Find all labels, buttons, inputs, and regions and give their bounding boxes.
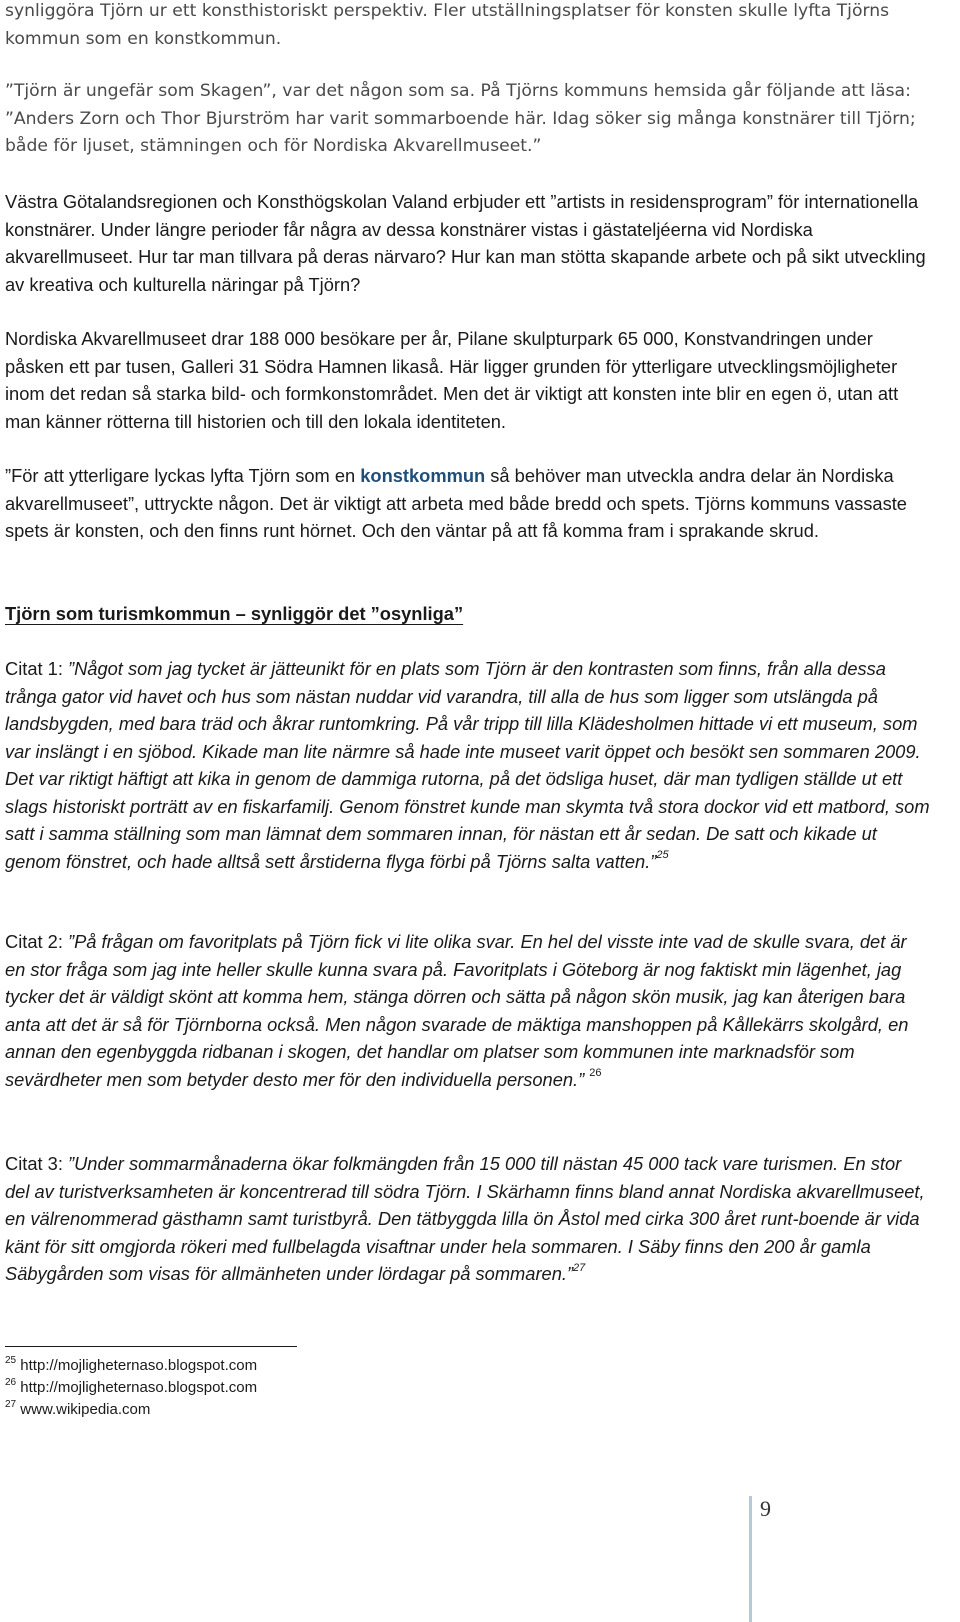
p5-after: så behöver man utveckla andra delar än Nordiska akvarellmuseet”, uttryckte någon. Det är viktigt att arbeta med både bredd och spets. Tjörns kommuns vassaste spets är konsten, och den finns runt hörnet. Och den väntar på att få komma fram i sprakande skrud. — [5, 465, 907, 541]
page-number-rule — [749, 1496, 752, 1622]
p5-before: ”För att ytterligare lyckas lyfta Tjörn som en — [5, 465, 361, 486]
footnote-27-link[interactable]: www.wikipedia.com — [20, 1401, 151, 1418]
quote-1-text: ”Något som jag tycket är jätteunikt för en plats som Tjörn är den kontrasten som finns, från alla dessa trånga gator vid havet och hus som nästan nuddar vid varandra, till alla de hus som ligger som utslängda på landsbygden, med bara träd och åkrar runtomkring. På vår tripp till lilla Klädesholmen hittade vi ett museum, som var inslängt i en sjöbod. Kikade man lite närmre så hade inte museet varit öppet och besökt sen sommaren 2009. Det var riktigt häftigt att kika in genom de dammiga rutorna, på det ödsliga huset, där man tydligen ställde ut ett slags historiskt porträtt av en fiskarfamilj. Genom fönstret kunde man skymta två stora dockor vid ett matbord, som satt i samma ställning som man lämnat dem sommaren innan, för nästan ett år sedan. De satt och kikade ut genom fönstret, och hade alltså sett årstiderna flyga förbi på Tjörns salta vatten.” — [5, 658, 930, 872]
section-heading: Tjörn som turismkommun – synliggör det ”osynliga” — [5, 603, 464, 624]
quote-3 — [5, 1150, 930, 1288]
footnote-25 — [5, 1355, 257, 1376]
paragraph-skagen: ”Tjörn är ungefär som Skagen”, var det någon som sa. På Tjörns kommuns hemsida går följande att läsa: ”Anders Zorn och Thor Bjurström har varit sommarboende här. Idag söker sig många konstnärer till Tjörn; både för ljuset, stämningen och för Nordiska Akvarellmuseet.” — [5, 81, 916, 156]
footnote-27 — [5, 1399, 150, 1420]
quote-2-ref: 26 — [589, 1067, 602, 1080]
footnote-divider — [5, 1346, 297, 1347]
footnote-26 — [5, 1377, 257, 1398]
footnote-26-num: 26 — [5, 1377, 17, 1388]
quote-2-label: Citat 2: — [5, 931, 68, 952]
paragraph-visitors: Nordiska Akvarellmuseet drar 188 000 besökare per år, Pilane skulpturpark 65 000, Konstvandringen under påsken ett par tusen, Galleri 31 Södra Hamnen likaså. Här ligger grunden för ytterligare utvecklingsmöjligheter inom det redan så starka bild- och formkonstområdet. Men det är viktigt att konsten inte blir en egen ö, utan att man känner rötterna till historien och till den lokala identiteten. — [5, 328, 899, 432]
quote-3-text: ”Under sommarmånaderna ökar folkmängden från 15 000 till nästan 45 000 tack vare turismen. En stor del av turistverksamheten är koncentrerad till södra Tjörn. I Skärhamn finns bland annat Nordiska akvarellmuseet, en välrenommerad gästhamn samt turistbyrå. Den tätbyggda lilla ön Åstol med cirka 300 året runt-boende är vida känt för sitt omgjorda rökeri med fullbelagda visaftnar under hela sommaren. I Säby finns den 200 år gamla Säbygården som visas för allmänheten under lördagar på sommaren.” — [5, 1153, 925, 1284]
footnote-25-link[interactable]: http://mojligheternaso.blogspot.com — [20, 1357, 258, 1374]
quote-1-ref: 25 — [656, 849, 669, 862]
paragraph-intro: synliggöra Tjörn ur ett konsthistoriskt perspektiv. Fler utställningsplatser för konsten skulle lyfta Tjörns kommun som en konstkommun. — [5, 1, 890, 49]
quote-1 — [5, 655, 930, 875]
footnote-27-num: 27 — [5, 1399, 17, 1410]
quote-3-ref: 27 — [573, 1261, 586, 1274]
paragraph-konstkommun — [5, 462, 930, 545]
quote-3-label: Citat 3: — [5, 1153, 68, 1174]
quote-2-text: ”På frågan om favoritplats på Tjörn fick vi lite olika svar. En hel del visste inte vad de skulle svara, det är en stor fråga som jag inte heller skulle kunna svara på. Favoritplats i Göteborg är nog faktiskt min lägenhet, jag tycker det är väldigt skönt att komma hem, stänga dörren och sätta på någon skön musik, jag kan återigen bara anta att det är så för Tjörnborna också. Men någon svarade de mäktiga manshoppen på Kållekärrs skolgård, en annan den egenbyggda ridbanan i skogen, det handlar om platser som kommunen inte marknadsför som sevärdheter men som betyder desto mer för den individuella personen.” — [5, 931, 909, 1090]
konstkommun-highlight: konstkommun — [360, 465, 486, 486]
quote-1-label: Citat 1: — [5, 658, 68, 679]
footnote-25-num: 25 — [5, 1355, 17, 1366]
footnote-26-link[interactable]: http://mojligheternaso.blogspot.com — [20, 1379, 258, 1396]
paragraph-residency: Västra Götalandsregionen och Konsthögskolan Valand erbjuder ett ”artists in residensprogram” för internationella konstnärer. Under längre perioder får några av dessa konstnärer vistas i gästateljéerna vid Nordiska akvarellmuseet. Hur tar man tillvara på deras närvaro? Hur kan man stötta skapande arbete och på sikt utveckling av kreativa och kulturella näringar på Tjörn? — [5, 191, 926, 295]
page-number: 9 — [760, 1496, 771, 1521]
quote-2 — [5, 928, 930, 1093]
